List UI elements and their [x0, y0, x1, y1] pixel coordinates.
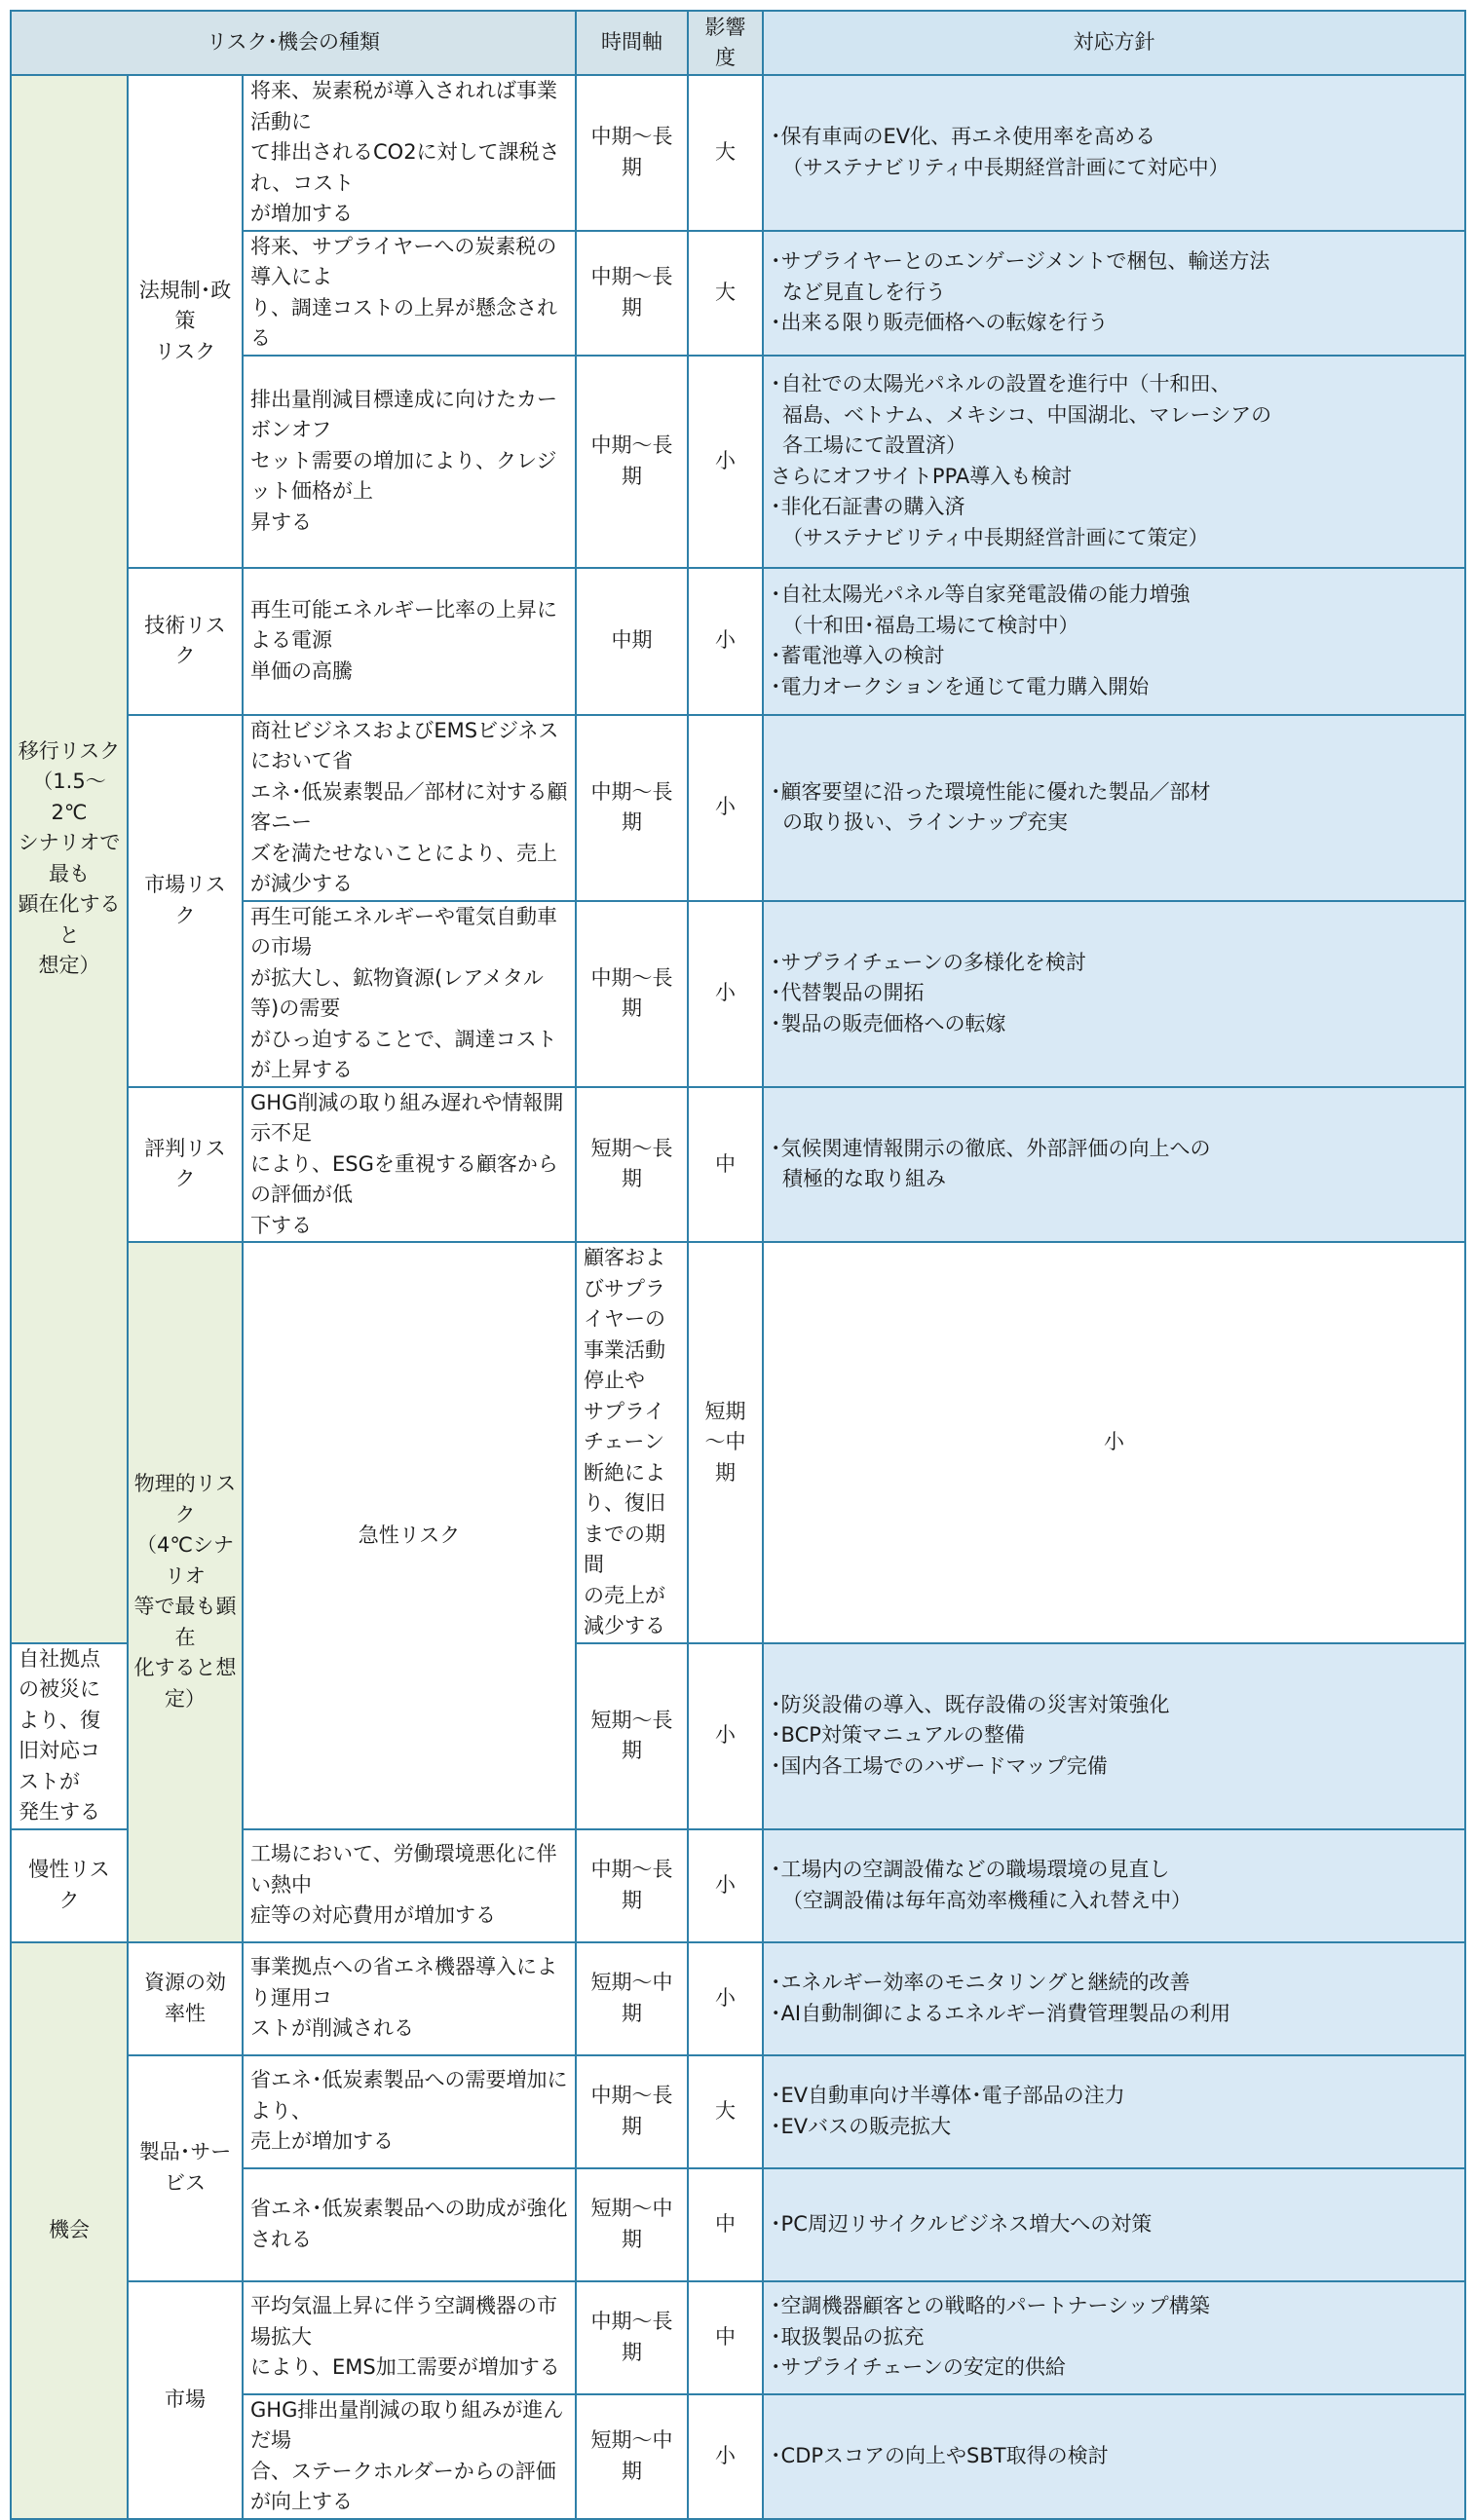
impact-level: 小 — [688, 1829, 763, 1942]
policy-line: ･自社での太陽光パネルの設置を進行中（十和田、 — [771, 372, 1231, 395]
policy-line: ･代替製品の開拓 — [771, 981, 925, 1005]
response-policy — [763, 75, 1465, 231]
impact-level: 小 — [688, 356, 763, 568]
opportunity-description: 省エネ･低炭素製品への需要増加により、 売上が増加する — [243, 2055, 576, 2168]
impact-level: 小 — [688, 1643, 763, 1829]
policy-line: ･自社太陽光パネル等自家発電設備の能力増強 — [771, 583, 1191, 606]
opportunity-description: 平均気温上昇に伴う空調機器の市場拡大 により、EMS加工需要が増加する — [243, 2281, 576, 2394]
time-horizon: 中期～長期 — [576, 75, 688, 231]
policy-line: 福島、ベトナム、メキシコ、中国湖北、マレーシアの — [782, 402, 1272, 427]
risk-description: 排出量削減目標達成に向けたカーボンオフ セット需要の増加により、クレジット価格が上 昇する — [243, 356, 576, 568]
policy-line: ･サプライチェーンの多様化を検討 — [771, 950, 1086, 974]
policy-line: ･PC周辺リサイクルビジネス増大への対策 — [771, 2211, 1153, 2236]
risk-description: 再生可能エネルギーや電気自動車の市場 が拡大し、鉱物資源(レアメタル等)の需要 がひっ迫することで、調達コストが上昇する — [243, 901, 576, 1087]
time-horizon: 短期～中期 — [576, 2168, 688, 2281]
risk-description: 商社ビジネスおよびEMSビジネスにおいて省 エネ･低炭素製品／部材に対する顧客ニー ズを満たせないことにより、売上が減少する — [243, 715, 576, 901]
response-policy — [763, 1942, 1465, 2055]
table-row — [11, 1942, 1465, 2055]
response-policy — [763, 901, 1465, 1087]
response-policy — [763, 2281, 1465, 2394]
response-policy — [763, 568, 1465, 715]
risk-description: GHG削減の取り組み遅れや情報開示不足 により、ESGを重視する顧客からの評価が低 下する — [243, 1087, 576, 1243]
time-horizon: 短期～中期 — [576, 2394, 688, 2519]
policy-line: ･AI自動制御によるエネルギー消費管理製品の利用 — [771, 2001, 1231, 2025]
policy-line: など見直しを行う — [782, 280, 947, 304]
policy-line: ･顧客要望に沿った環境性能に優れた製品／部材 — [771, 779, 1211, 804]
opportunity-description: 事業拠点への省エネ機器導入により運用コ ストが削減される — [243, 1942, 576, 2055]
time-horizon: 中期～長期 — [576, 231, 688, 356]
impact-level: 小 — [763, 1242, 1465, 1643]
table-header-row — [11, 11, 1465, 75]
response-policy — [763, 2168, 1465, 2281]
response-policy — [763, 1087, 1465, 1243]
subcategory-market: 市場 — [128, 2281, 243, 2519]
impact-level: 小 — [688, 1942, 763, 2055]
category-opportunity: 機会 — [11, 1942, 128, 2519]
impact-level: 中 — [688, 2281, 763, 2394]
time-horizon: 中期 — [576, 568, 688, 715]
response-policy — [763, 1643, 1465, 1829]
risk-description: 将来、サプライヤーへの炭素税の導入によ り、調達コストの上昇が懸念される — [243, 231, 576, 356]
header-policy: 対応方針 — [763, 11, 1465, 75]
subcategory-chronic-risk: 慢性リスク — [11, 1829, 128, 1942]
policy-line: ･BCP対策マニュアルの整備 — [771, 1723, 1026, 1748]
policy-line: ･CDPスコアの向上やSBT取得の検討 — [771, 2443, 1109, 2467]
header-time: 時間軸 — [576, 11, 688, 75]
table-row — [11, 715, 1465, 901]
time-horizon: 中期～長期 — [576, 1829, 688, 1942]
table-row — [11, 2281, 1465, 2394]
subcategory-market-risk: 市場リスク — [128, 715, 243, 1087]
subcategory-products-services: 製品･サービス — [128, 2055, 243, 2281]
policy-line: 積極的な取り組み — [782, 1167, 947, 1191]
risk-description: 工場において、労働環境悪化に伴い熱中 症等の対応費用が増加する — [243, 1829, 576, 1942]
response-policy — [763, 1829, 1465, 1942]
header-type: リスク･機会の種類 — [11, 11, 576, 75]
impact-level: 大 — [688, 2055, 763, 2168]
policy-line: ･EV自動車向け半導体･電子部品の注力 — [771, 2084, 1125, 2107]
table-row — [11, 1087, 1465, 1243]
impact-level: 大 — [688, 231, 763, 356]
time-horizon: 短期～中期 — [576, 1942, 688, 2055]
policy-line: （サステナビリティ中長期経営計画にて策定） — [782, 525, 1209, 549]
policy-line: ･防災設備の導入、既存設備の災害対策強化 — [771, 1692, 1170, 1716]
policy-line: ･製品の販売価格への転嫁 — [771, 1011, 1006, 1035]
policy-line: ･非化石証書の購入済 — [771, 495, 965, 518]
table-row — [11, 1242, 1465, 1643]
policy-line: ･保有車両のEV化、再エネ使用率を高める — [771, 125, 1156, 149]
subcategory-legal-policy-risk: 法規制･政策 リスク — [128, 75, 243, 568]
time-horizon: 短期～長期 — [576, 1643, 688, 1829]
time-horizon: 短期～長期 — [576, 1087, 688, 1243]
risk-description: 顧客およびサプライヤーの事業活動停止や サプライチェーン断絶により、復旧までの期間 の売上が減少する — [576, 1242, 688, 1643]
policy-line: （空調設備は毎年高効率機種に入れ替え中） — [782, 1888, 1192, 1912]
policy-line: ･サプライチェーンの安定的供給 — [771, 2355, 1066, 2380]
impact-level: 中 — [688, 1087, 763, 1243]
category-transition-risk: 移行リスク （1.5～2℃ シナリオで最も 顕在化すると 想定） — [11, 75, 128, 1643]
risk-description: 自社拠点の被災により、復旧対応コストが 発生する — [11, 1643, 128, 1829]
impact-level: 小 — [688, 715, 763, 901]
impact-level: 小 — [688, 2394, 763, 2519]
response-policy — [763, 715, 1465, 901]
policy-line: ･国内各工場でのハザードマップ完備 — [771, 1753, 1108, 1778]
impact-level: 小 — [688, 568, 763, 715]
category-physical-risk: 物理的リスク （4℃シナリオ 等で最も顕在 化すると想 定） — [128, 1242, 243, 1942]
opportunity-description: 省エネ･低炭素製品への助成が強化される — [243, 2168, 576, 2281]
table-row — [11, 2055, 1465, 2168]
risk-opportunity-table — [10, 10, 1466, 2520]
time-horizon: 中期～長期 — [576, 2055, 688, 2168]
policy-line: （十和田･福島工場にて検討中） — [782, 613, 1079, 637]
policy-line: ･取扱製品の拡充 — [771, 2324, 925, 2349]
impact-level: 中 — [688, 2168, 763, 2281]
response-policy — [763, 2055, 1465, 2168]
policy-line: ･気候関連情報開示の徹底、外部評価の向上への — [771, 1136, 1211, 1160]
policy-line: （サステナビリティ中長期経営計画にて対応中） — [782, 155, 1229, 179]
table-row — [11, 75, 1465, 231]
impact-level: 小 — [688, 901, 763, 1087]
policy-line: ･エネルギー効率のモニタリングと継続的改善 — [771, 1971, 1191, 1994]
subcategory-technology-risk: 技術リスク — [128, 568, 243, 715]
response-policy — [763, 356, 1465, 568]
time-horizon: 中期～長期 — [576, 901, 688, 1087]
policy-line: ･サプライヤーとのエンゲージメントで梱包、輸送方法 — [771, 249, 1270, 274]
subcategory-acute-risk: 急性リスク — [243, 1242, 576, 1829]
impact-level: 大 — [688, 75, 763, 231]
policy-line: ･EVバスの販売拡大 — [771, 2114, 952, 2138]
risk-description: 将来、炭素税が導入されれば事業活動に て排出されるCO2に対して課税され、コスト が増加する — [243, 75, 576, 231]
table-row — [11, 568, 1465, 715]
policy-line: ･工場内の空調設備などの職場環境の見直し — [771, 1858, 1170, 1881]
time-horizon: 短期～中期 — [688, 1242, 763, 1643]
time-horizon: 中期～長期 — [576, 356, 688, 568]
policy-line: 各工場にて設置済） — [782, 433, 967, 457]
policy-line: の取り扱い、ラインナップ充実 — [782, 810, 1068, 834]
response-policy — [763, 2394, 1465, 2519]
policy-line: ･空調機器顧客との戦略的パートナーシップ構築 — [771, 2294, 1210, 2318]
policy-line: ･出来る限り販売価格への転嫁を行う — [771, 311, 1109, 335]
header-impact: 影響度 — [688, 11, 763, 75]
subcategory-reputation-risk: 評判リスク — [128, 1087, 243, 1243]
response-policy — [763, 231, 1465, 356]
policy-line: ･電力オークションを通じて電力購入開始 — [771, 674, 1150, 698]
time-horizon: 中期～長期 — [576, 2281, 688, 2394]
risk-description: 再生可能エネルギー比率の上昇による電源 単価の高騰 — [243, 568, 576, 715]
policy-line: ･蓄電池導入の検討 — [771, 644, 945, 667]
subcategory-resource-efficiency: 資源の効率性 — [128, 1942, 243, 2055]
time-horizon: 中期～長期 — [576, 715, 688, 901]
policy-line: さらにオフサイトPPA導入も検討 — [771, 464, 1073, 488]
opportunity-description: GHG排出量削減の取り組みが進んだ場 合、ステークホルダーからの評価が向上する — [243, 2394, 576, 2519]
